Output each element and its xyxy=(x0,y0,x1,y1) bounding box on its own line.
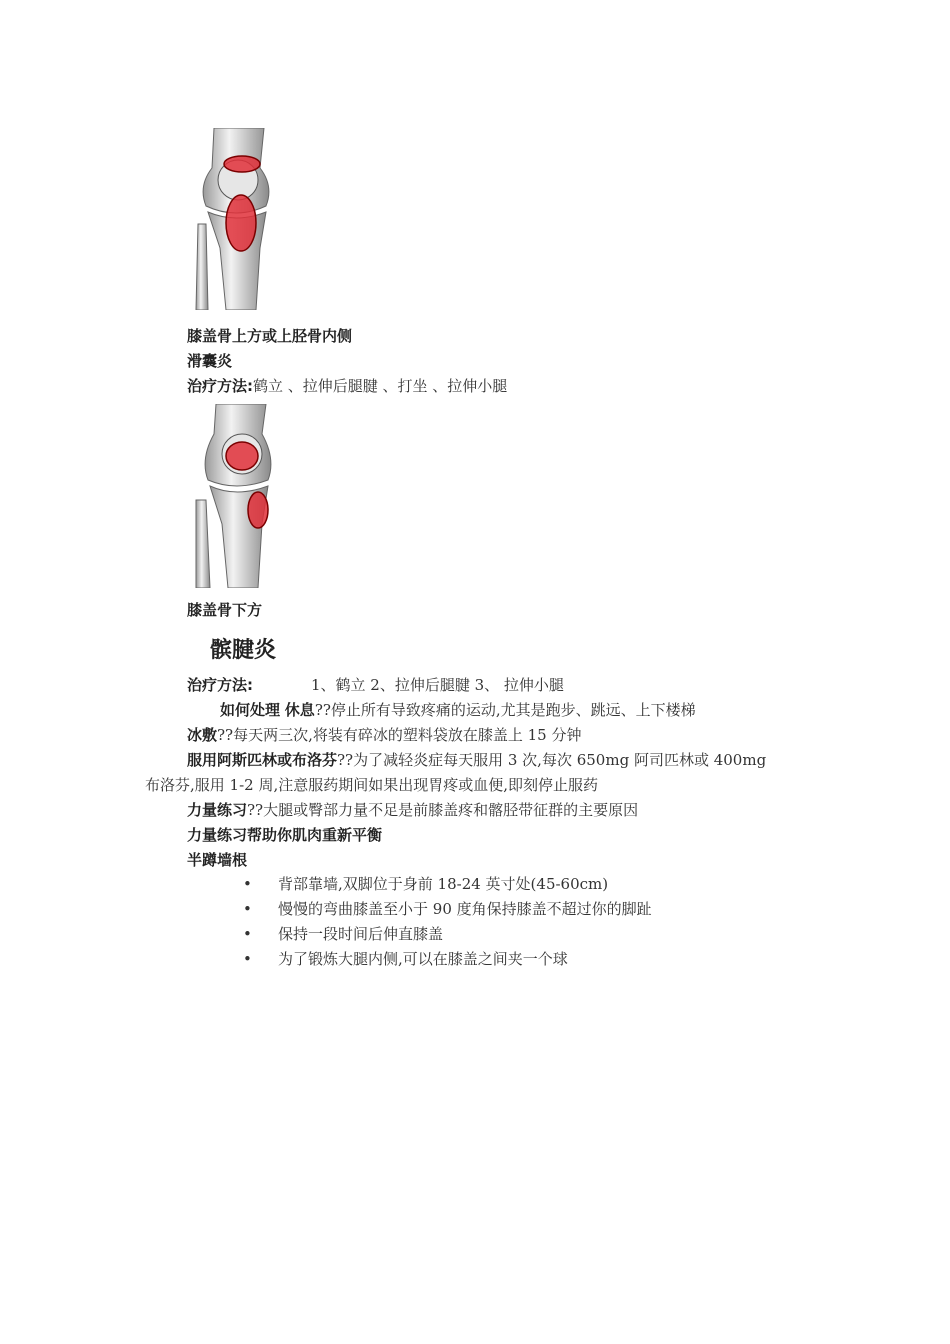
bullet-text: 背部靠墙,双脚位于身前 18-24 英寸处(45-60cm) xyxy=(278,875,609,893)
bullet-item-4 xyxy=(243,949,568,969)
ice-text: ??每天两三次,将装有碎冰的塑料袋放在膝盖上 15 分钟 xyxy=(217,726,582,744)
condition-heading-2: 髌腱炎 xyxy=(210,638,277,663)
treatment-line-2 xyxy=(187,675,564,695)
ice-label: 冰敷 xyxy=(187,726,218,744)
strength-label: 力量练习 xyxy=(187,801,248,819)
strength-text: ??大腿或臀部力量不足是前膝盖疼和髂胫带征群的主要原因 xyxy=(247,801,639,819)
bullet-icon: • xyxy=(243,950,252,968)
treatment-label: 治疗方法: xyxy=(187,676,253,694)
bullet-item-2 xyxy=(243,899,652,919)
bullet-text: 为了锻炼大腿内侧,可以在膝盖之间夹一个球 xyxy=(278,950,568,968)
rest-text: ??停止所有导致疼痛的运动,尤其是跑步、跳远、上下楼梯 xyxy=(314,701,696,719)
bullet-text: 慢慢的弯曲膝盖至小于 90 度角保持膝盖不超过你的脚趾 xyxy=(278,900,652,918)
ice-line xyxy=(187,725,582,745)
bullet-icon: • xyxy=(243,925,252,943)
treatment-label: 治疗方法: xyxy=(187,377,253,395)
bullet-text: 保持一段时间后伸直膝盖 xyxy=(278,925,444,943)
location-label-2: 膝盖骨下方 xyxy=(187,601,263,619)
meds-text-2: 布洛芬,服用 1-2 周,注意服药期间如果出现胃疼或血便,即刻停止服药 xyxy=(145,776,598,794)
bullet-icon: • xyxy=(243,875,252,893)
bullet-icon: • xyxy=(243,900,252,918)
meds-text-1: ??为了减轻炎症每天服用 3 次,每次 650mg 阿司匹林或 400mg xyxy=(337,751,767,769)
exercise-title: 半蹲墙根 xyxy=(187,851,248,869)
rest-label: 休息 xyxy=(284,701,315,719)
knee-figure-bursitis xyxy=(186,128,286,310)
bullet-item-3 xyxy=(243,924,443,944)
rebalance-label: 力量练习帮助你肌肉重新平衡 xyxy=(187,826,383,844)
location-label-1: 膝盖骨上方或上胫骨内侧 xyxy=(187,327,353,345)
bullet-item-1 xyxy=(243,874,608,894)
meds-line xyxy=(187,750,766,770)
meds-label: 服用阿斯匹林或布洛芬 xyxy=(187,751,338,769)
rest-line xyxy=(220,700,696,720)
strength-line xyxy=(187,800,638,820)
how-to-handle-label: 如何处理 xyxy=(220,701,281,719)
treatment-text: 鹤立 、拉伸后腿腱 、打坐 、拉伸小腿 xyxy=(253,377,508,395)
knee-figure-tendinitis xyxy=(186,404,286,588)
treatment-text: 1、鹤立 2、拉伸后腿腱 3、 拉伸小腿 xyxy=(311,676,564,694)
treatment-line-1 xyxy=(187,376,507,396)
condition-label-1: 滑囊炎 xyxy=(187,352,233,370)
